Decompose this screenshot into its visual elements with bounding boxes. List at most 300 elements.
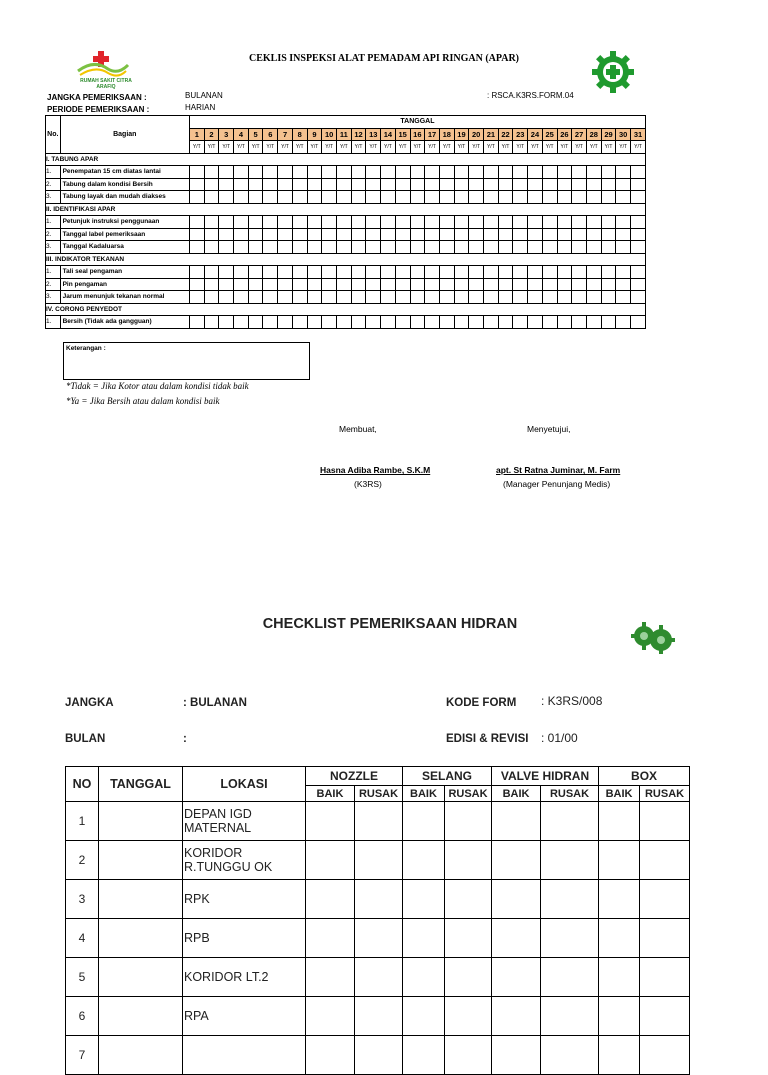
check-cell[interactable] — [234, 266, 249, 279]
check-cell[interactable] — [292, 316, 307, 329]
hidran-check-cell[interactable] — [541, 919, 599, 958]
check-cell[interactable] — [586, 178, 601, 191]
check-cell[interactable] — [557, 278, 572, 291]
check-cell[interactable] — [395, 291, 410, 304]
hidran-check-cell[interactable] — [541, 880, 599, 919]
check-cell[interactable] — [528, 216, 543, 229]
check-cell[interactable] — [454, 216, 469, 229]
check-cell[interactable] — [557, 316, 572, 329]
hidran-check-cell[interactable] — [306, 1036, 355, 1075]
check-cell[interactable] — [234, 278, 249, 291]
hidran-check-cell[interactable] — [541, 841, 599, 880]
check-cell[interactable] — [395, 228, 410, 241]
check-cell[interactable] — [542, 266, 557, 279]
check-cell[interactable] — [234, 228, 249, 241]
check-cell[interactable] — [395, 278, 410, 291]
check-cell[interactable] — [248, 316, 263, 329]
hidran-tanggal-cell[interactable] — [99, 841, 183, 880]
hidran-check-cell[interactable] — [599, 1036, 640, 1075]
hidran-check-cell[interactable] — [445, 958, 492, 997]
check-cell[interactable] — [542, 291, 557, 304]
hidran-check-cell[interactable] — [445, 802, 492, 841]
check-cell[interactable] — [219, 291, 234, 304]
hidran-check-cell[interactable] — [541, 802, 599, 841]
check-cell[interactable] — [616, 191, 631, 204]
check-cell[interactable] — [528, 291, 543, 304]
check-cell[interactable] — [542, 228, 557, 241]
check-cell[interactable] — [601, 241, 616, 254]
check-cell[interactable] — [204, 166, 219, 179]
check-cell[interactable] — [586, 228, 601, 241]
check-cell[interactable] — [278, 278, 293, 291]
check-cell[interactable] — [322, 166, 337, 179]
check-cell[interactable] — [410, 178, 425, 191]
check-cell[interactable] — [381, 216, 396, 229]
check-cell[interactable] — [395, 266, 410, 279]
hidran-check-cell[interactable] — [403, 880, 445, 919]
check-cell[interactable] — [425, 166, 440, 179]
check-cell[interactable] — [439, 178, 454, 191]
check-cell[interactable] — [631, 266, 646, 279]
check-cell[interactable] — [381, 166, 396, 179]
check-cell[interactable] — [425, 291, 440, 304]
check-cell[interactable] — [513, 166, 528, 179]
check-cell[interactable] — [557, 166, 572, 179]
check-cell[interactable] — [572, 316, 587, 329]
hidran-check-cell[interactable] — [640, 997, 690, 1036]
check-cell[interactable] — [336, 241, 351, 254]
check-cell[interactable] — [484, 228, 499, 241]
hidran-tanggal-cell[interactable] — [99, 1036, 183, 1075]
check-cell[interactable] — [381, 266, 396, 279]
check-cell[interactable] — [425, 241, 440, 254]
hidran-check-cell[interactable] — [306, 919, 355, 958]
check-cell[interactable] — [395, 191, 410, 204]
hidran-tanggal-cell[interactable] — [99, 919, 183, 958]
check-cell[interactable] — [454, 278, 469, 291]
check-cell[interactable] — [366, 178, 381, 191]
check-cell[interactable] — [484, 278, 499, 291]
check-cell[interactable] — [381, 316, 396, 329]
check-cell[interactable] — [425, 191, 440, 204]
check-cell[interactable] — [616, 278, 631, 291]
hidran-check-cell[interactable] — [306, 841, 355, 880]
check-cell[interactable] — [439, 316, 454, 329]
check-cell[interactable] — [366, 316, 381, 329]
check-cell[interactable] — [528, 266, 543, 279]
check-cell[interactable] — [278, 228, 293, 241]
check-cell[interactable] — [248, 291, 263, 304]
hidran-check-cell[interactable] — [403, 802, 445, 841]
check-cell[interactable] — [292, 216, 307, 229]
hidran-check-cell[interactable] — [541, 958, 599, 997]
check-cell[interactable] — [454, 178, 469, 191]
check-cell[interactable] — [395, 178, 410, 191]
check-cell[interactable] — [542, 166, 557, 179]
check-cell[interactable] — [572, 191, 587, 204]
hidran-check-cell[interactable] — [492, 802, 541, 841]
check-cell[interactable] — [307, 278, 322, 291]
check-cell[interactable] — [484, 166, 499, 179]
check-cell[interactable] — [263, 291, 278, 304]
check-cell[interactable] — [601, 216, 616, 229]
check-cell[interactable] — [410, 316, 425, 329]
check-cell[interactable] — [557, 178, 572, 191]
check-cell[interactable] — [631, 278, 646, 291]
check-cell[interactable] — [395, 316, 410, 329]
hidran-tanggal-cell[interactable] — [99, 880, 183, 919]
check-cell[interactable] — [601, 266, 616, 279]
check-cell[interactable] — [469, 241, 484, 254]
check-cell[interactable] — [219, 278, 234, 291]
check-cell[interactable] — [616, 178, 631, 191]
check-cell[interactable] — [542, 178, 557, 191]
check-cell[interactable] — [336, 216, 351, 229]
check-cell[interactable] — [631, 316, 646, 329]
check-cell[interactable] — [557, 291, 572, 304]
check-cell[interactable] — [484, 266, 499, 279]
check-cell[interactable] — [439, 291, 454, 304]
hidran-check-cell[interactable] — [355, 802, 403, 841]
check-cell[interactable] — [189, 316, 204, 329]
check-cell[interactable] — [292, 228, 307, 241]
check-cell[interactable] — [484, 241, 499, 254]
check-cell[interactable] — [204, 191, 219, 204]
check-cell[interactable] — [528, 278, 543, 291]
check-cell[interactable] — [425, 278, 440, 291]
check-cell[interactable] — [513, 241, 528, 254]
check-cell[interactable] — [601, 178, 616, 191]
check-cell[interactable] — [322, 266, 337, 279]
check-cell[interactable] — [425, 228, 440, 241]
check-cell[interactable] — [513, 228, 528, 241]
check-cell[interactable] — [381, 291, 396, 304]
check-cell[interactable] — [572, 166, 587, 179]
check-cell[interactable] — [248, 228, 263, 241]
check-cell[interactable] — [189, 191, 204, 204]
check-cell[interactable] — [366, 191, 381, 204]
check-cell[interactable] — [366, 241, 381, 254]
check-cell[interactable] — [513, 178, 528, 191]
check-cell[interactable] — [189, 166, 204, 179]
check-cell[interactable] — [336, 166, 351, 179]
check-cell[interactable] — [351, 191, 366, 204]
check-cell[interactable] — [189, 228, 204, 241]
check-cell[interactable] — [219, 266, 234, 279]
check-cell[interactable] — [189, 291, 204, 304]
check-cell[interactable] — [278, 291, 293, 304]
check-cell[interactable] — [322, 241, 337, 254]
check-cell[interactable] — [263, 316, 278, 329]
check-cell[interactable] — [528, 178, 543, 191]
hidran-check-cell[interactable] — [640, 958, 690, 997]
check-cell[interactable] — [263, 166, 278, 179]
check-cell[interactable] — [278, 266, 293, 279]
hidran-check-cell[interactable] — [492, 841, 541, 880]
check-cell[interactable] — [292, 191, 307, 204]
check-cell[interactable] — [439, 278, 454, 291]
check-cell[interactable] — [572, 228, 587, 241]
check-cell[interactable] — [454, 191, 469, 204]
hidran-tanggal-cell[interactable] — [99, 997, 183, 1036]
hidran-check-cell[interactable] — [403, 958, 445, 997]
hidran-check-cell[interactable] — [492, 880, 541, 919]
hidran-check-cell[interactable] — [445, 841, 492, 880]
check-cell[interactable] — [263, 241, 278, 254]
check-cell[interactable] — [292, 241, 307, 254]
check-cell[interactable] — [351, 241, 366, 254]
check-cell[interactable] — [513, 216, 528, 229]
check-cell[interactable] — [469, 178, 484, 191]
check-cell[interactable] — [498, 166, 513, 179]
check-cell[interactable] — [395, 166, 410, 179]
check-cell[interactable] — [336, 278, 351, 291]
check-cell[interactable] — [366, 216, 381, 229]
check-cell[interactable] — [322, 191, 337, 204]
check-cell[interactable] — [469, 228, 484, 241]
check-cell[interactable] — [366, 228, 381, 241]
check-cell[interactable] — [248, 166, 263, 179]
hidran-check-cell[interactable] — [403, 841, 445, 880]
check-cell[interactable] — [439, 266, 454, 279]
check-cell[interactable] — [410, 241, 425, 254]
check-cell[interactable] — [601, 166, 616, 179]
hidran-check-cell[interactable] — [403, 919, 445, 958]
check-cell[interactable] — [410, 166, 425, 179]
check-cell[interactable] — [307, 178, 322, 191]
check-cell[interactable] — [234, 178, 249, 191]
check-cell[interactable] — [351, 166, 366, 179]
check-cell[interactable] — [234, 291, 249, 304]
check-cell[interactable] — [469, 278, 484, 291]
check-cell[interactable] — [278, 216, 293, 229]
hidran-check-cell[interactable] — [306, 802, 355, 841]
check-cell[interactable] — [454, 316, 469, 329]
check-cell[interactable] — [307, 316, 322, 329]
check-cell[interactable] — [204, 241, 219, 254]
check-cell[interactable] — [498, 216, 513, 229]
check-cell[interactable] — [498, 228, 513, 241]
check-cell[interactable] — [513, 316, 528, 329]
check-cell[interactable] — [234, 191, 249, 204]
hidran-check-cell[interactable] — [445, 919, 492, 958]
check-cell[interactable] — [351, 178, 366, 191]
check-cell[interactable] — [366, 166, 381, 179]
check-cell[interactable] — [586, 241, 601, 254]
hidran-check-cell[interactable] — [445, 1036, 492, 1075]
check-cell[interactable] — [263, 278, 278, 291]
check-cell[interactable] — [322, 278, 337, 291]
check-cell[interactable] — [366, 266, 381, 279]
check-cell[interactable] — [292, 278, 307, 291]
hidran-check-cell[interactable] — [640, 919, 690, 958]
hidran-check-cell[interactable] — [640, 841, 690, 880]
hidran-check-cell[interactable] — [355, 919, 403, 958]
check-cell[interactable] — [234, 316, 249, 329]
check-cell[interactable] — [557, 241, 572, 254]
hidran-check-cell[interactable] — [492, 958, 541, 997]
check-cell[interactable] — [513, 278, 528, 291]
check-cell[interactable] — [572, 266, 587, 279]
hidran-check-cell[interactable] — [640, 1036, 690, 1075]
check-cell[interactable] — [307, 291, 322, 304]
check-cell[interactable] — [189, 216, 204, 229]
check-cell[interactable] — [322, 178, 337, 191]
check-cell[interactable] — [469, 316, 484, 329]
check-cell[interactable] — [513, 266, 528, 279]
check-cell[interactable] — [322, 216, 337, 229]
check-cell[interactable] — [631, 178, 646, 191]
check-cell[interactable] — [616, 228, 631, 241]
check-cell[interactable] — [484, 316, 499, 329]
check-cell[interactable] — [234, 166, 249, 179]
check-cell[interactable] — [204, 228, 219, 241]
check-cell[interactable] — [557, 266, 572, 279]
check-cell[interactable] — [484, 178, 499, 191]
check-cell[interactable] — [469, 266, 484, 279]
check-cell[interactable] — [381, 228, 396, 241]
check-cell[interactable] — [513, 191, 528, 204]
check-cell[interactable] — [631, 291, 646, 304]
check-cell[interactable] — [219, 191, 234, 204]
check-cell[interactable] — [616, 166, 631, 179]
check-cell[interactable] — [425, 316, 440, 329]
check-cell[interactable] — [248, 178, 263, 191]
check-cell[interactable] — [307, 266, 322, 279]
check-cell[interactable] — [557, 191, 572, 204]
hidran-check-cell[interactable] — [492, 997, 541, 1036]
check-cell[interactable] — [498, 191, 513, 204]
check-cell[interactable] — [189, 266, 204, 279]
hidran-check-cell[interactable] — [445, 997, 492, 1036]
hidran-check-cell[interactable] — [306, 958, 355, 997]
check-cell[interactable] — [410, 191, 425, 204]
check-cell[interactable] — [572, 291, 587, 304]
check-cell[interactable] — [234, 216, 249, 229]
hidran-check-cell[interactable] — [599, 997, 640, 1036]
check-cell[interactable] — [410, 278, 425, 291]
hidran-check-cell[interactable] — [599, 802, 640, 841]
hidran-check-cell[interactable] — [599, 919, 640, 958]
check-cell[interactable] — [204, 291, 219, 304]
check-cell[interactable] — [572, 178, 587, 191]
check-cell[interactable] — [263, 178, 278, 191]
check-cell[interactable] — [631, 166, 646, 179]
check-cell[interactable] — [278, 166, 293, 179]
check-cell[interactable] — [204, 278, 219, 291]
hidran-check-cell[interactable] — [599, 880, 640, 919]
hidran-check-cell[interactable] — [492, 919, 541, 958]
check-cell[interactable] — [542, 216, 557, 229]
check-cell[interactable] — [381, 278, 396, 291]
check-cell[interactable] — [513, 291, 528, 304]
check-cell[interactable] — [586, 191, 601, 204]
check-cell[interactable] — [263, 191, 278, 204]
check-cell[interactable] — [616, 241, 631, 254]
check-cell[interactable] — [336, 191, 351, 204]
check-cell[interactable] — [351, 216, 366, 229]
check-cell[interactable] — [395, 241, 410, 254]
check-cell[interactable] — [528, 191, 543, 204]
check-cell[interactable] — [454, 266, 469, 279]
check-cell[interactable] — [616, 291, 631, 304]
check-cell[interactable] — [439, 216, 454, 229]
check-cell[interactable] — [336, 316, 351, 329]
check-cell[interactable] — [410, 266, 425, 279]
check-cell[interactable] — [498, 266, 513, 279]
check-cell[interactable] — [351, 291, 366, 304]
hidran-check-cell[interactable] — [599, 958, 640, 997]
hidran-check-cell[interactable] — [541, 997, 599, 1036]
check-cell[interactable] — [454, 241, 469, 254]
check-cell[interactable] — [586, 278, 601, 291]
check-cell[interactable] — [381, 241, 396, 254]
check-cell[interactable] — [498, 291, 513, 304]
check-cell[interactable] — [351, 228, 366, 241]
check-cell[interactable] — [601, 191, 616, 204]
check-cell[interactable] — [586, 216, 601, 229]
check-cell[interactable] — [498, 278, 513, 291]
check-cell[interactable] — [425, 178, 440, 191]
hidran-check-cell[interactable] — [355, 958, 403, 997]
check-cell[interactable] — [307, 191, 322, 204]
check-cell[interactable] — [469, 166, 484, 179]
check-cell[interactable] — [557, 216, 572, 229]
check-cell[interactable] — [292, 166, 307, 179]
check-cell[interactable] — [219, 216, 234, 229]
check-cell[interactable] — [586, 166, 601, 179]
check-cell[interactable] — [292, 178, 307, 191]
check-cell[interactable] — [278, 178, 293, 191]
hidran-tanggal-cell[interactable] — [99, 802, 183, 841]
hidran-check-cell[interactable] — [306, 880, 355, 919]
keterangan-box[interactable] — [63, 342, 310, 380]
check-cell[interactable] — [307, 216, 322, 229]
check-cell[interactable] — [322, 291, 337, 304]
check-cell[interactable] — [631, 191, 646, 204]
check-cell[interactable] — [263, 228, 278, 241]
check-cell[interactable] — [307, 166, 322, 179]
check-cell[interactable] — [307, 228, 322, 241]
check-cell[interactable] — [439, 228, 454, 241]
check-cell[interactable] — [189, 278, 204, 291]
hidran-check-cell[interactable] — [403, 997, 445, 1036]
check-cell[interactable] — [439, 241, 454, 254]
check-cell[interactable] — [425, 216, 440, 229]
check-cell[interactable] — [528, 241, 543, 254]
check-cell[interactable] — [631, 241, 646, 254]
check-cell[interactable] — [278, 191, 293, 204]
check-cell[interactable] — [219, 241, 234, 254]
check-cell[interactable] — [498, 241, 513, 254]
check-cell[interactable] — [572, 216, 587, 229]
check-cell[interactable] — [248, 266, 263, 279]
hidran-check-cell[interactable] — [541, 1036, 599, 1075]
check-cell[interactable] — [351, 278, 366, 291]
check-cell[interactable] — [219, 178, 234, 191]
check-cell[interactable] — [336, 178, 351, 191]
hidran-check-cell[interactable] — [640, 880, 690, 919]
hidran-check-cell[interactable] — [599, 841, 640, 880]
check-cell[interactable] — [542, 278, 557, 291]
check-cell[interactable] — [395, 216, 410, 229]
check-cell[interactable] — [586, 291, 601, 304]
check-cell[interactable] — [204, 316, 219, 329]
check-cell[interactable] — [528, 316, 543, 329]
check-cell[interactable] — [542, 241, 557, 254]
hidran-check-cell[interactable] — [355, 1036, 403, 1075]
check-cell[interactable] — [292, 266, 307, 279]
